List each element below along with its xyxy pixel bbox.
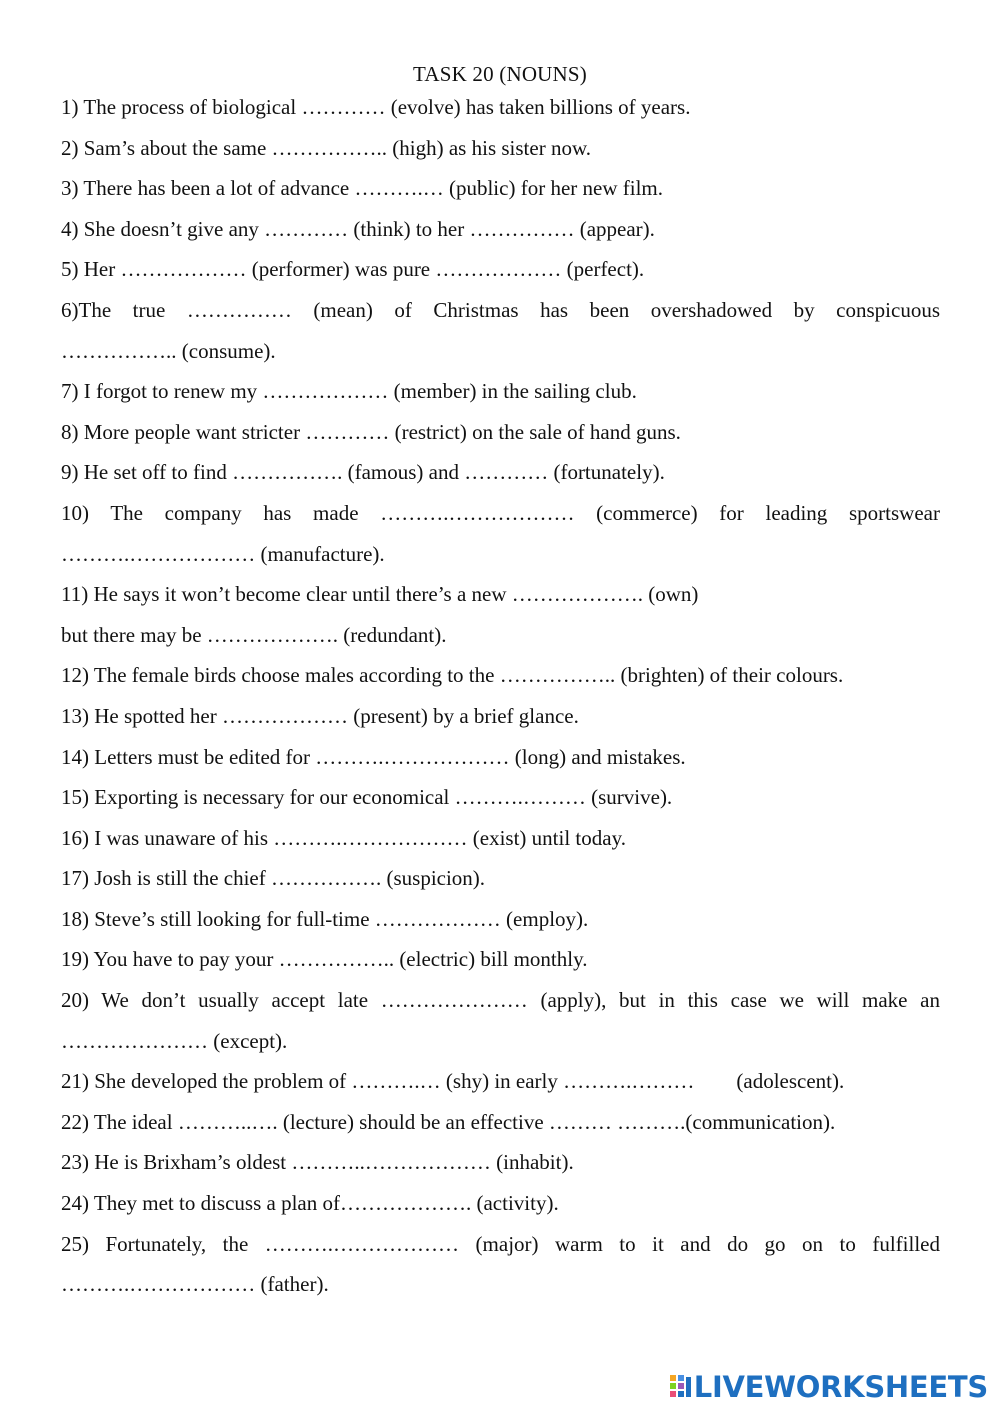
exercise-line-16: 16) I was unaware of his ……….……………… (exist) until today. — [61, 825, 626, 850]
exercise-line-20-cont: ………………… (except). — [61, 1028, 288, 1053]
exercise-line-10-cont: ……….……………… (manufacture). — [61, 541, 385, 566]
exercise-line-10: 10) The company has made ……….……………… (commerce) for leading sportswear — [61, 500, 940, 525]
exercise-line-23: 23) He is Brixham’s oldest ………..……………… (inhabit). — [61, 1150, 574, 1175]
exercise-line-14: 14) Letters must be edited for ……….……………… (long) and mistakes. — [61, 744, 686, 769]
exercise-line-21: 21) She developed the problem of ……….… (shy) in early ……….……… (adolescent). — [61, 1069, 845, 1094]
exercise-line-4: 4) She doesn’t give any ………… (think) to her …………… (appear). — [61, 216, 655, 241]
exercise-line-13: 13) He spotted her ……………… (present) by a brief glance. — [61, 703, 579, 728]
exercise-line-25-cont: ……….……………… (father). — [61, 1272, 329, 1297]
page-title: TASK 20 (NOUNS) — [413, 62, 587, 86]
exercise-line-9: 9) He set off to find ……………. (famous) and ………… (fortunately). — [61, 460, 665, 485]
liveworksheets-logo-text: LIVEWORKSHEETS — [693, 1370, 988, 1404]
exercise-line-11: 11) He says it won’t become clear until there’s a new ………………. (own) — [61, 582, 699, 607]
exercise-line-24: 24) They met to discuss a plan of………………. (activity). — [61, 1191, 559, 1216]
exercise-line-11-cont: but there may be ………………. (redundant). — [61, 622, 447, 647]
exercise-line-7: 7) I forgot to renew my ……………… (member) in the sailing club. — [61, 379, 637, 404]
exercise-line-5: 5) Her ……………… (performer) was pure ……………… (perfect). — [61, 257, 645, 282]
exercise-line-8: 8) More people want stricter ………… (restrict) on the sale of hand guns. — [61, 419, 681, 444]
exercise-body — [61, 87, 940, 1305]
exercise-line-22: 22) The ideal ………..…. (lecture) should be an effective ……… ……….(communication). — [61, 1109, 836, 1134]
liveworksheets-logo-icon — [670, 1373, 692, 1401]
exercise-line-18: 18) Steve’s still looking for full-time ……………… (employ). — [61, 906, 589, 931]
exercise-line-20: 20) We don’t usually accept late ………………… (apply), but in this case we will make an — [61, 988, 940, 1013]
exercise-line-19: 19) You have to pay your …………….. (electric) bill monthly. — [61, 947, 588, 972]
exercise-line-17: 17) Josh is still the chief ……………. (suspicion). — [61, 866, 486, 891]
exercise-line-12: 12) The female birds choose males according to the …………….. (brighten) of their colours. — [61, 663, 844, 688]
liveworksheets-logo[interactable] — [670, 1370, 988, 1404]
exercise-line-1: 1) The process of biological ………… (evolve) has taken billions of years. — [61, 95, 691, 119]
exercise-line-6-cont: …………….. (consume). — [61, 338, 276, 363]
exercise-line-2: 2) Sam’s about the same …………….. (high) as his sister now. — [61, 135, 591, 160]
exercise-line-3: 3) There has been a lot of advance ……….… (public) for her new film. — [61, 176, 663, 201]
exercise-line-15: 15) Exporting is necessary for our economical ……….……… (survive). — [61, 785, 673, 810]
exercise-line-25: 25) Fortunately, the ……….……………… (major) warm to it and do go on to fulfilled — [61, 1231, 940, 1256]
exercise-line-6: 6)The true …………… (mean) of Christmas has been overshadowed by conspicuous — [61, 297, 940, 322]
